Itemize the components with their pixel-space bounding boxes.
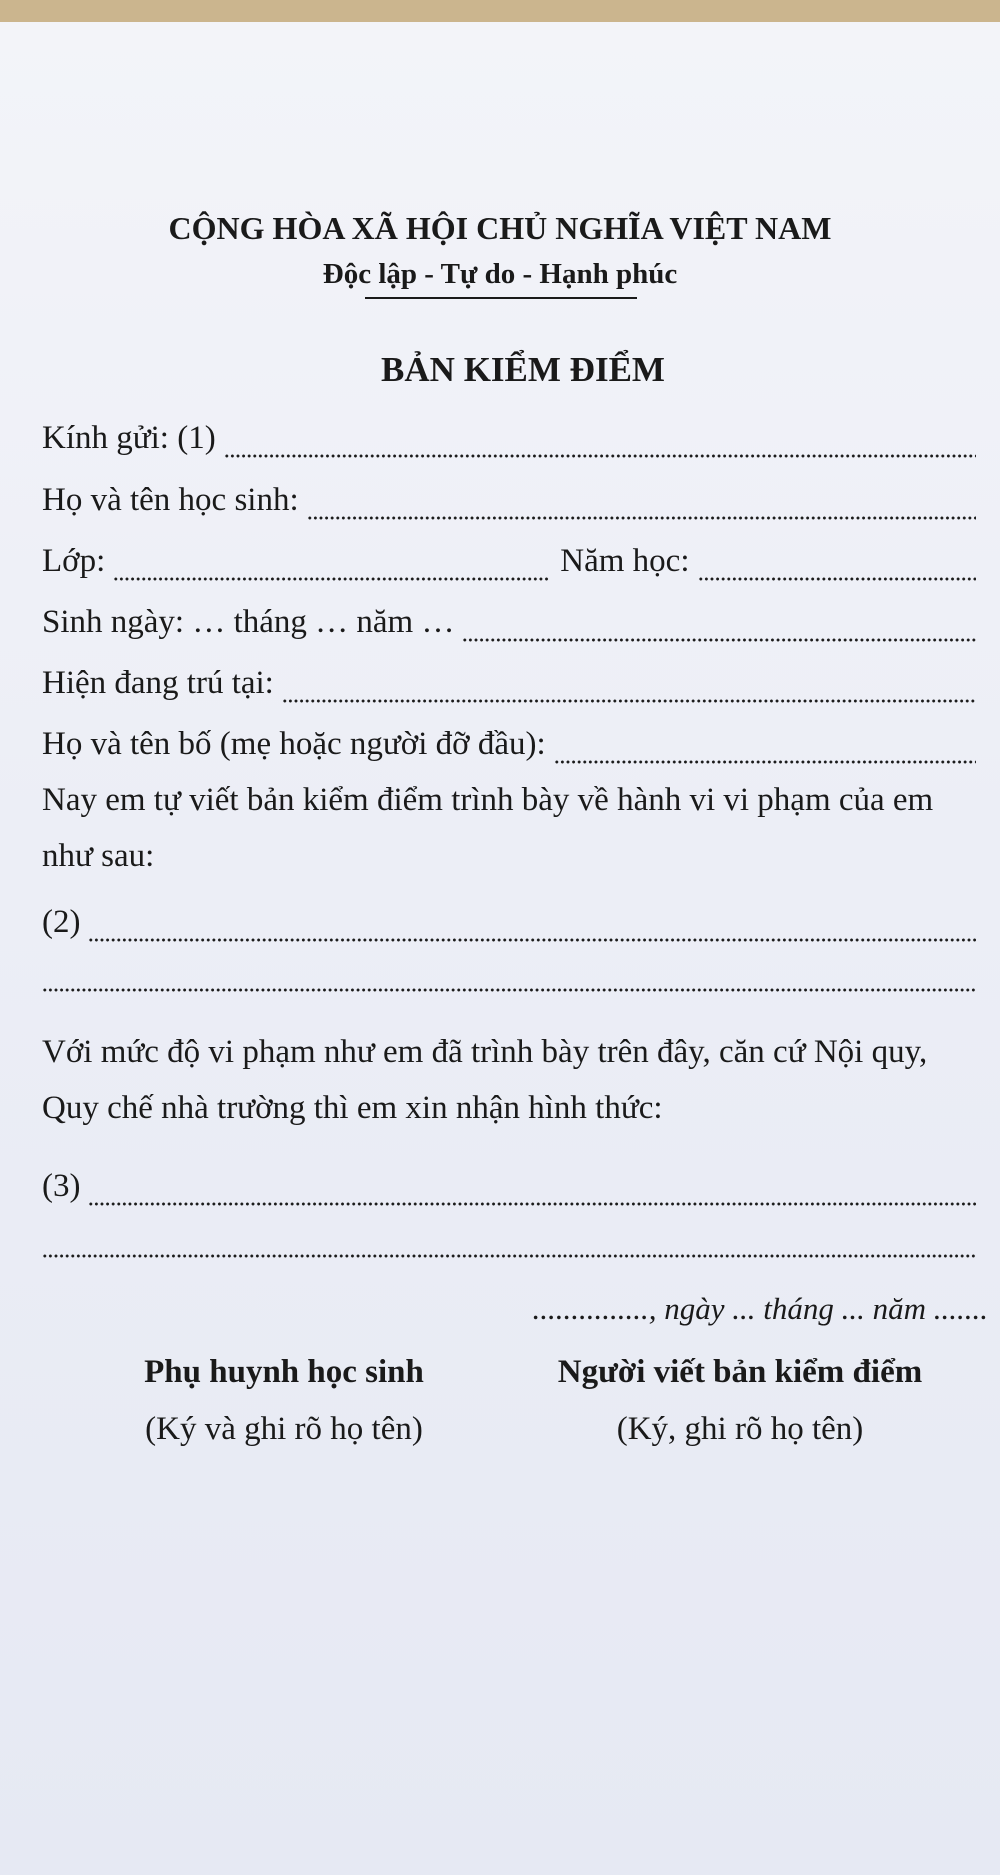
- penalty-blank-1[interactable]: [88, 1176, 976, 1206]
- field-ho-ten-hs-label: Họ và tên học sinh:: [42, 482, 299, 518]
- field-lop-blank[interactable]: [113, 551, 550, 581]
- field-lop-label: Lớp:: [42, 543, 106, 579]
- field-kinh-gui: [42, 418, 976, 458]
- field-kinh-gui-blank[interactable]: [224, 428, 976, 458]
- violation-line-2: [42, 962, 976, 992]
- field-sinh-ngay-blank[interactable]: [462, 612, 976, 642]
- field-sinh-ngay-label: Sinh ngày: … tháng … năm …: [42, 604, 455, 640]
- motto-block: [0, 258, 1000, 291]
- marker-2: (2): [42, 904, 81, 940]
- field-sinh-ngay: [42, 602, 976, 642]
- penalty-line-1: [42, 1166, 976, 1206]
- writer-signature-note: (Ký, ghi rõ họ tên): [616, 1411, 864, 1447]
- violation-blank-1[interactable]: [88, 912, 976, 942]
- statement-violation: Nay em tự viết bản kiểm điểm trình bày về hành vi vi phạm của em như sau:: [42, 782, 934, 874]
- penalty-blank-2[interactable]: [42, 1228, 976, 1258]
- writer-signature-title: Người viết bản kiểm điểm: [557, 1354, 923, 1390]
- parent-signature-block: [54, 1354, 514, 1448]
- paper-sheet: [0, 22, 1000, 1875]
- field-nam-hoc-label: Năm học:: [560, 543, 690, 579]
- motto-underline: [365, 297, 638, 299]
- field-ho-ten-hs-blank[interactable]: [307, 490, 976, 520]
- field-ho-ten-hs: [42, 480, 976, 520]
- field-ho-ten-bo-label: Họ và tên bố (mẹ hoặc người đỡ đầu):: [42, 726, 546, 762]
- field-ho-ten-bo: [42, 724, 976, 764]
- field-nam-hoc-blank[interactable]: [698, 551, 977, 581]
- marker-3: (3): [42, 1168, 81, 1204]
- country-heading: CỘNG HÒA XÃ HỘI CHỦ NGHĨA VIỆT NAM: [168, 210, 832, 246]
- parent-signature-note: (Ký và ghi rõ họ tên): [145, 1411, 423, 1447]
- field-tru-tai: [42, 663, 976, 703]
- date-line: ..............., ngày ... tháng ... năm .......: [532, 1291, 988, 1326]
- field-lop-nam-hoc: [42, 541, 976, 581]
- field-tru-tai-blank[interactable]: [282, 673, 976, 703]
- document-title: BẢN KIỂM ĐIỂM: [381, 350, 665, 389]
- field-ho-ten-bo-blank[interactable]: [554, 734, 976, 764]
- writer-signature-block: [510, 1354, 970, 1448]
- motto-text: Độc lập - Tự do - Hạnh phúc: [322, 258, 678, 290]
- field-tru-tai-label: Hiện đang trú tại:: [42, 665, 274, 701]
- statement-penalty: Với mức độ vi phạm như em đã trình bày trên đây, căn cứ Nội quy, Quy chế nhà trường thì em xin nhận hình thức:: [42, 1034, 928, 1126]
- violation-line-1: [42, 902, 976, 942]
- field-kinh-gui-label: Kính gửi: (1): [42, 420, 216, 456]
- parent-signature-title: Phụ huynh học sinh: [144, 1354, 424, 1390]
- penalty-line-2: [42, 1228, 976, 1258]
- violation-blank-2[interactable]: [42, 962, 976, 992]
